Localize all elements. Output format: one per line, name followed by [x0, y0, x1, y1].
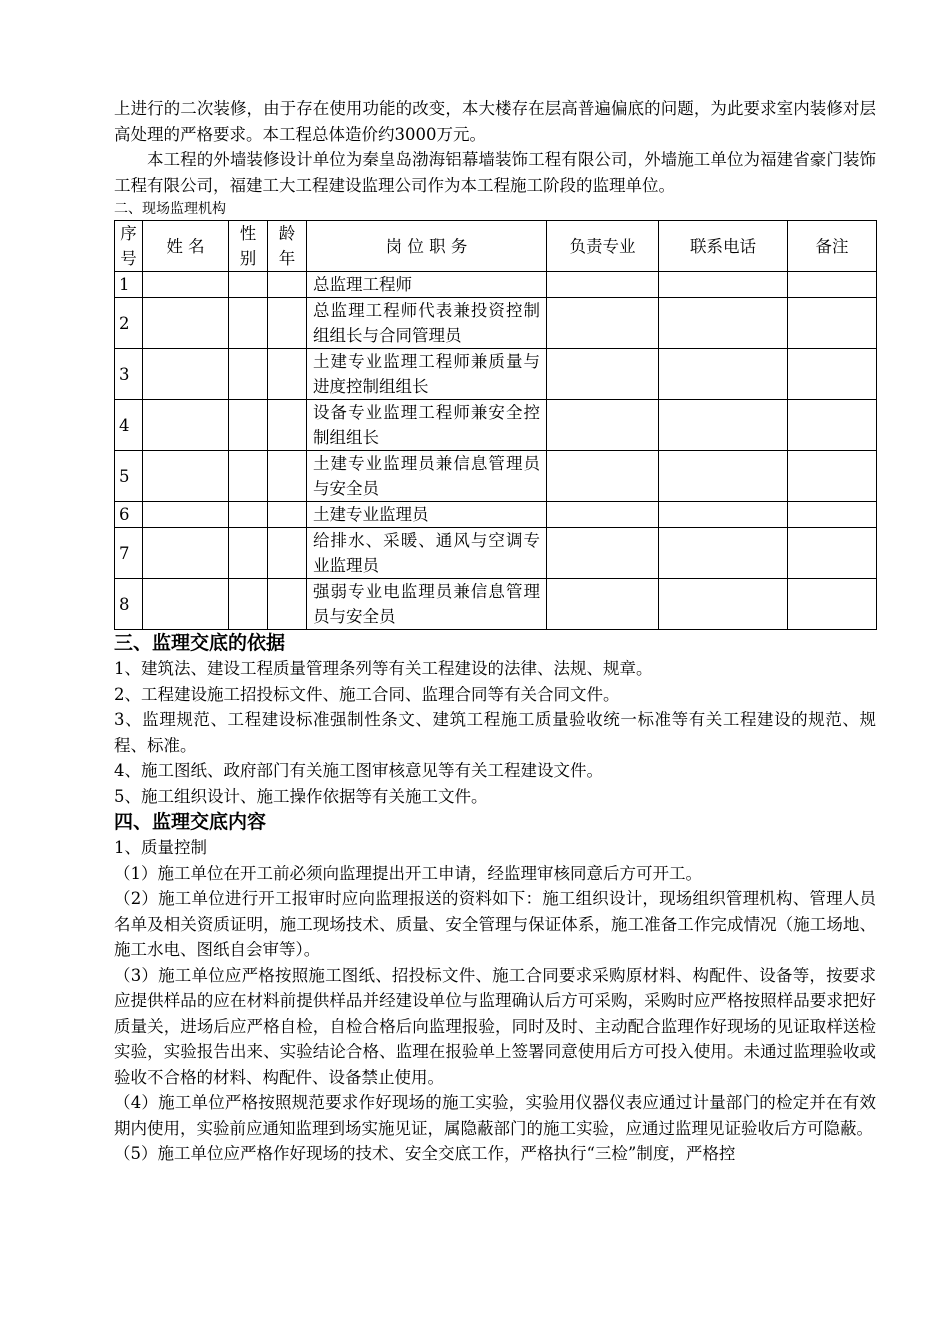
row-duty: 给排水、采暖、通风与空调专业监理员 — [307, 528, 547, 579]
header-specialty: 负责专业 — [547, 221, 659, 272]
table-row — [115, 502, 877, 528]
basis-item: 1、建筑法、建设工程质量管理条列等有关工程建设的法律、法规、规章。 — [114, 659, 653, 678]
section-3-heading: 三、监理交底的依据 — [114, 632, 286, 654]
row-no: 7 — [115, 528, 143, 579]
document-page — [114, 96, 876, 1167]
table-row — [115, 272, 877, 298]
basis-item: 5、施工组织设计、施工操作依据等有关施工文件。 — [114, 786, 488, 806]
subsection-title: 1、质量控制 — [114, 838, 207, 857]
row-no: 1 — [115, 272, 143, 298]
content-paragraph: （5）施工单位应严格作好现场的技术、安全交底工作，严格执行“三检”制度，严格控 — [114, 1144, 736, 1163]
table-row — [115, 528, 877, 579]
row-duty: 总监理工程师代表兼投资控制组组长与合同管理员 — [307, 298, 547, 349]
section-4-heading: 四、监理交底内容 — [114, 811, 267, 833]
row-no: 4 — [115, 400, 143, 451]
header-no: 序号 — [115, 221, 143, 272]
row-duty: 土建专业监理员 — [307, 502, 547, 528]
section-2-caption: 二、现场监理机构 — [114, 201, 226, 217]
row-no: 5 — [115, 451, 143, 502]
table-row — [115, 579, 877, 630]
intro-paragraph-1: 上进行的二次装修，由于存在使用功能的改变，本大楼存在层高普遍偏底的问题，为此要求室内装修对层高处理的严格要求。本工程总体造价约3000万元。 — [114, 99, 876, 144]
supervision-org-table — [114, 220, 877, 630]
content-paragraph: （1）施工单位在开工前必须向监理提出开工申请，经监理审核同意后方可开工。 — [114, 863, 702, 883]
row-duty: 土建专业监理工程师兼质量与进度控制组组长 — [307, 349, 547, 400]
content-paragraph: （2）施工单位进行开工报审时应向监理报送的资料如下：施工组织设计，现场组织管理机构、管理人员名单及相关资质证明，施工现场技术、质量、安全管理与保证体系，施工准备工作完成情况（施工场地、施工水电、图纸自会审等）。 — [114, 889, 876, 959]
table-header-row — [115, 221, 877, 272]
row-duty: 土建专业监理员兼信息管理员与安全员 — [307, 451, 547, 502]
row-duty: 强弱专业电监理员兼信息管理员与安全员 — [307, 579, 547, 630]
basis-item: 4、施工图纸、政府部门有关施工图审核意见等有关工程建设文件。 — [114, 761, 603, 780]
row-no: 8 — [115, 579, 143, 630]
table-row — [115, 298, 877, 349]
row-duty: 总监理工程师 — [307, 272, 547, 298]
table-row — [115, 451, 877, 502]
header-age: 龄年 — [268, 221, 307, 272]
basis-item: 3、监理规范、工程建设标准强制性条文、建筑工程施工质量验收统一标准等有关工程建设的规范、规程、标准。 — [114, 710, 876, 755]
table-row — [115, 349, 877, 400]
row-no: 3 — [115, 349, 143, 400]
row-no: 6 — [115, 502, 143, 528]
content-paragraph: （4）施工单位严格按照规范要求作好现场的施工实验，实验用仪器仪表应通过计量部门的检定并在有效期内使用，实验前应通知监理到场实施见证，属隐蔽部门的施工实验，应通过监理见证验收后方可隐蔽。 — [114, 1093, 876, 1138]
header-gender: 性别 — [229, 221, 268, 272]
table-row — [115, 400, 877, 451]
row-duty: 设备专业监理工程师兼安全控制组组长 — [307, 400, 547, 451]
header-position: 岗 位 职 务 — [307, 221, 547, 272]
intro-paragraph-2: 本工程的外墙装修设计单位为秦皇岛渤海铝幕墙装饰工程有限公司，外墙施工单位为福建省豪门装饰工程有限公司，福建工大工程建设监理公司作为本工程施工阶段的监理单位。 — [114, 150, 876, 195]
header-phone: 联系电话 — [659, 221, 788, 272]
header-name: 姓 名 — [143, 221, 229, 272]
header-remark: 备注 — [788, 221, 877, 272]
row-no: 2 — [115, 298, 143, 349]
content-paragraph: （3）施工单位应严格按照施工图纸、招投标文件、施工合同要求采购原材料、构配件、设备等，按要求应提供样品的应在材料前提供样品并经建设单位与监理确认后方可采购，采购时应严格按照样品要求把好质量关，进场后应严格自检，自检合格后向监理报验，同时及时、主动配合监理作好现场的见证取样送检实验，实验报告出来、实验结论合格、监理在报验单上签署同意使用后方可投入使用。未通过监理验收或验收不合格的材料、构配件、设备禁止使用。 — [114, 965, 876, 1087]
basis-item: 2、工程建设施工招投标文件、施工合同、监理合同等有关合同文件。 — [114, 684, 620, 704]
